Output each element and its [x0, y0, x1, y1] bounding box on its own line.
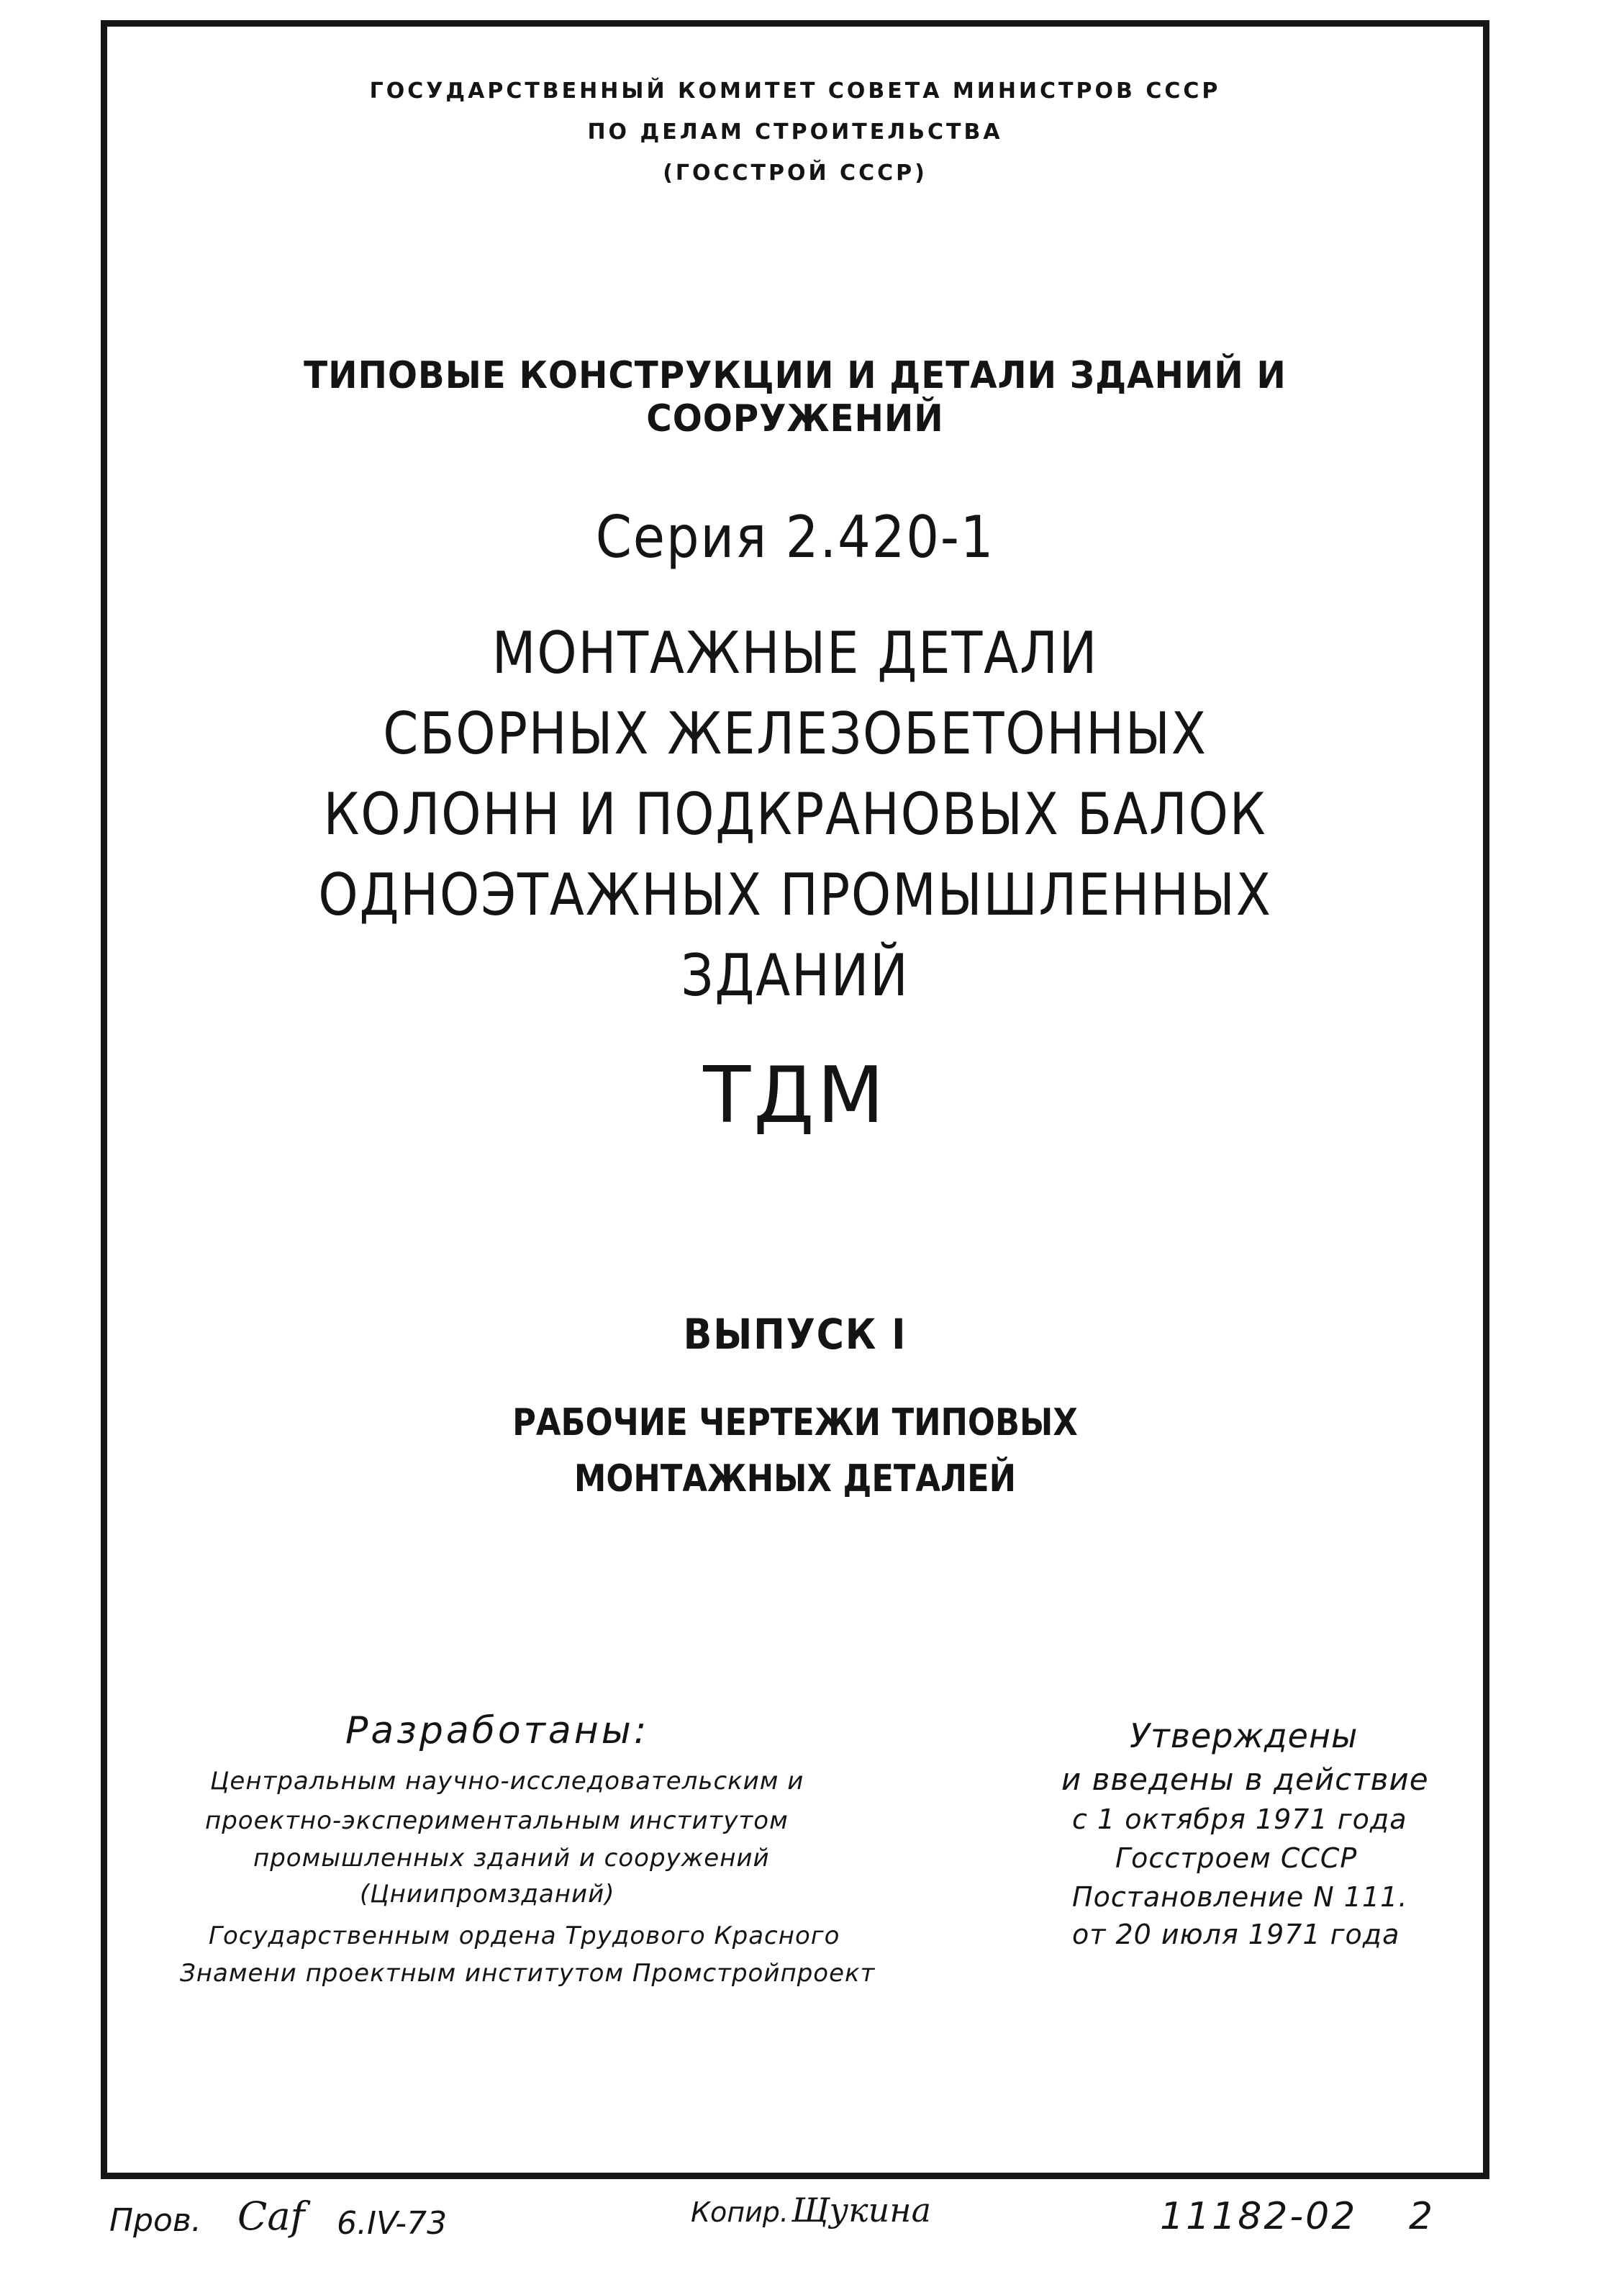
approved-line: Утверждены	[1130, 1716, 1358, 1755]
header-gosstroy: (ГОССТРОЙ СССР)	[663, 160, 927, 186]
checked-date: 6.IV-73	[337, 2205, 448, 2242]
title-line: КОЛОНН И ПОДКРАНОВЫХ БАЛОК	[323, 781, 1267, 848]
subtitle-line: МОНТАЖНЫХ ДЕТАЛЕЙ	[573, 1457, 1017, 1500]
checked-signature: Саf	[237, 2194, 305, 2239]
developed-heading: Разработаны:	[345, 1709, 650, 1752]
developed-line: Центральным научно-исследовательским и	[210, 1767, 804, 1796]
title-line: ЗДАНИЙ	[681, 942, 909, 1009]
approved-line: от 20 июля 1971 года	[1072, 1919, 1400, 1950]
checked-label: Пров.	[109, 2202, 201, 2239]
approved-line: Постановление N 111.	[1072, 1881, 1408, 1913]
approved-line: Госстроем СССР	[1115, 1842, 1358, 1874]
developed-line: Государственным ордена Трудового Красного	[209, 1921, 840, 1950]
developed-line: (Цниипромзданий)	[360, 1880, 615, 1909]
typical-heading: ТИПОВЫЕ КОНСТРУКЦИИ И ДЕТАЛИ ЗДАНИЙ И СООРУЖЕНИЙ	[304, 354, 1287, 440]
title-line: ОДНОЭТАЖНЫХ ПРОМЫШЛЕННЫХ	[318, 861, 1272, 928]
subtitle-line: РАБОЧИЕ ЧЕРТЕЖИ ТИПОВЫХ	[512, 1401, 1078, 1444]
developed-line: Знамени проектным институтом Промстройпроект	[180, 1959, 876, 1988]
issue-number: ВЫПУСК I	[683, 1310, 907, 1359]
header-construction: ПО ДЕЛАМ СТРОИТЕЛЬСТВА	[587, 119, 1003, 145]
developed-line: проектно-экспериментальным институтом	[205, 1806, 789, 1835]
header-committee: ГОСУДАРСТВЕННЫЙ КОМИТЕТ СОВЕТА МИНИСТРОВ СССР	[369, 78, 1221, 104]
copied-signature: Щукина	[791, 2191, 931, 2230]
series-number: Серия 2.420-1	[595, 504, 995, 571]
copied-label: Копир.	[691, 2196, 789, 2228]
title-line: СБОРНЫХ ЖЕЛЕЗОБЕТОННЫХ	[383, 700, 1207, 767]
developed-line: промышленных зданий и сооружений	[253, 1844, 770, 1873]
sheet-number: 2	[1409, 2195, 1433, 2238]
approved-line: и введены в действие	[1061, 1762, 1429, 1797]
title-line: МОНТАЖНЫЕ ДЕТАЛИ	[491, 620, 1099, 687]
approved-line: с 1 октября 1971 года	[1072, 1803, 1407, 1835]
document-number: 11182-02	[1160, 2195, 1358, 2238]
document-code: ТДМ	[703, 1051, 887, 1141]
